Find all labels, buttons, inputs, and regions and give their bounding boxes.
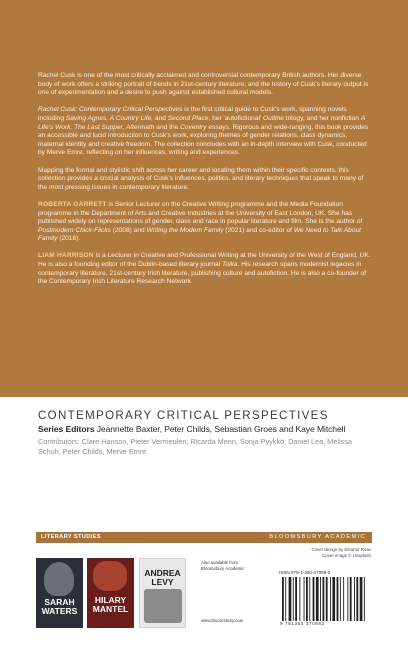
analysis-paragraph: Mapping the formal and stylistic shift across her career and locating them within their specific contexts, this collection provides a crucial analysis of Cusk's influences, politics, and literary techniques that speak to many of the most pressing issues in contemporary literature. <box>38 166 364 191</box>
portrait-image <box>144 589 182 623</box>
editor-name: ROBERTA GARRETT <box>38 200 107 208</box>
related-book-author: ANDREA LEVY <box>144 568 181 587</box>
portrait-image <box>44 562 74 596</box>
barcode-icon <box>281 577 371 621</box>
isbn-text: ISBN 978-1-350-37098-2 <box>279 570 331 575</box>
cover-credits: Cover design by Eleanor Rose Cover image © Unsplash <box>311 547 371 558</box>
editor-name: LIAM HARRISON <box>38 252 94 260</box>
editor-bio-harrison: LIAM HARRISON is a Lecturer in Creative and Professional Writing at the University of the West of England, UK. He is also a founding editor of the Dublin-based literary journal Tolka. His research spans modernist legacies in contemporary literature, 21st-century Irish literature, publishing culture and autofiction. He is also a co-founder of the Contemporary Irish Literature Research Network. <box>38 252 371 286</box>
footer <box>0 532 408 648</box>
related-book-author: HILARY MANTEL <box>92 595 129 614</box>
publisher-website: www.bloomsbury.com <box>201 618 244 623</box>
related-book-author: SARAH WATERS <box>41 597 78 616</box>
related-book-cover <box>139 558 186 628</box>
editor-bio-garrett: ROBERTA GARRETT is Senior Lecturer on the Creative Writing programme and the Media Foundation programme in the Department of Arts and Creative Industries at the University of East London, UK. She has published widely on representations of gender, class and race in popular literature and film. She is the author of Postmodern Chick-Flicks (2008) and Writing the Modern Family (2021) and co-editor of We Need to Talk About Family (2016). <box>38 200 363 243</box>
category-label: LITERARY STUDIES <box>41 534 101 540</box>
also-available-text: Also available from Bloomsbury Academic <box>201 560 245 571</box>
contributors-list: Contributors: Clare Hanson, Pieter Vermeulen, Ricarda Menn, Sonja Pyykkö, Daniel Lea, Melissa Schuh, Peter Childs, Merve Emre <box>38 437 352 456</box>
publisher-label: BLOOMSBURY ACADEMIC <box>269 534 366 540</box>
category-band <box>36 532 372 543</box>
book-title: Rachel Cusk: Contemporary Critical Perspectives <box>38 106 183 114</box>
portrait-image <box>93 561 127 591</box>
book-description-paragraph: Rachel Cusk: Contemporary Critical Perspectives is the first critical guide to Cusk's work, spanning novels including Saving Agnes, A Country Life, and Second Place, her 'autofictional' Outline trilogy, and her nonfiction A Life's Work, The Last Supper, Aftermath and the Coventry essays. Rigorous and wide-ranging, this book provides an accessible and lucid introduction to Cusk's work, exploring themes of gender relations, class dynamics, maternal identity and creative freedom. The collection concludes with an in-depth interview with Cusk, conducted by Merve Emre, reflecting on her influences, writing and experiences. <box>38 106 369 157</box>
series-title: CONTEMPORARY CRITICAL PERSPECTIVES <box>38 409 329 422</box>
related-book-cover <box>87 558 134 628</box>
intro-paragraph: Rachel Cusk is one of the most critically acclaimed and controversial contemporary British authors. Her diverse body of work offers a striking portrait of trends in 21st-century literature, and the history of Cusk's literary output is one of experimentation and a desire to push against established cultural models. <box>38 72 369 97</box>
related-book-cover <box>36 558 83 628</box>
barcode-number: 9 781350 370982 <box>280 621 325 626</box>
series-editors-label: Series Editors <box>38 424 95 434</box>
series-editors: Series Editors Jeannette Baxter, Peter Childs, Sebastian Groes and Kaye Mitchell <box>38 424 346 434</box>
series-panel <box>0 397 408 532</box>
